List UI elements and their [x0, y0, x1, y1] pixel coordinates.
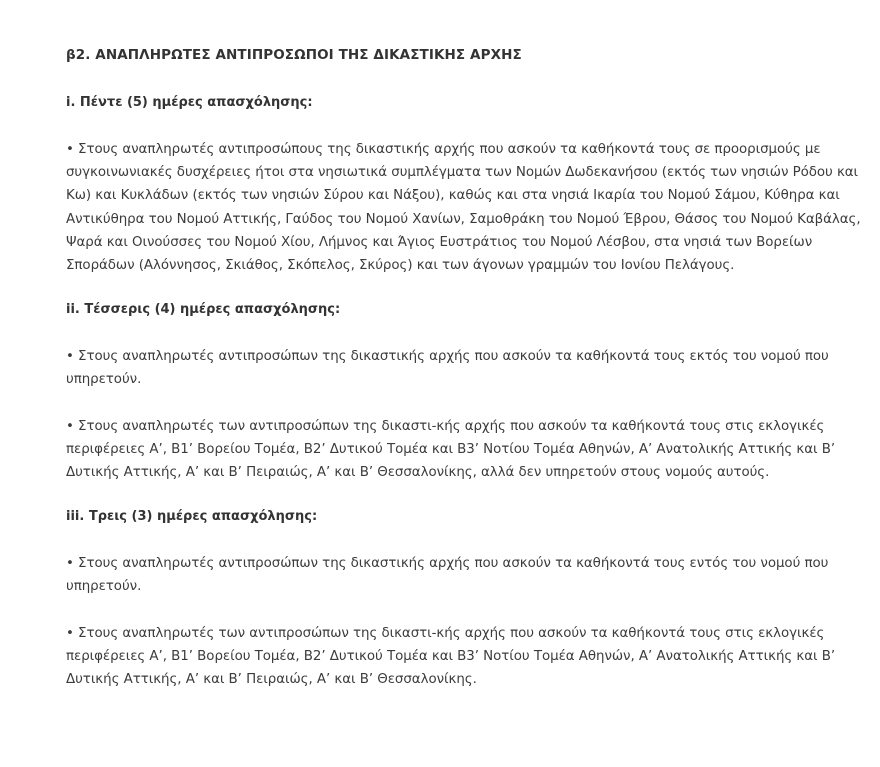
paragraph: • Στους αναπληρωτές των αντιπροσώπων της δικαστι-κής αρχής που ασκούν τα καθήκοντά τους στις εκλογικές περιφέρειες Α’, Β1’ Βορείου Τομέα, Β2’ Δυτικού Τομέα και Β3’ Νοτίου Τομέα Αθηνών, Α’ Ανατολικής Αττικής και Β’ Δυτικής Αττικής, Α’ και Β’ Πειραιώς, Α’ και Β’ Θεσσαλονίκης, αλλά δεν υπηρετούν στους νομούς αυτούς. — [66, 418, 836, 481]
paragraph: • Στους αναπληρωτές των αντιπροσώπων της δικαστι-κής αρχής που ασκούν τα καθήκοντά τους στις εκλογικές περιφέρειες Α’, Β1’ Βορείου Τομέα, Β2’ Δυτικού Τομέα και Β3’ Νοτίου Τομέα Αθηνών, Α’ Ανατολικής Αττικής και Β’ Δυτικής Αττικής, Α’ και Β’ Πειραιώς, Α’ και Β’ Θεσσαλονίκης. — [66, 625, 836, 688]
document-title: β2. ΑΝΑΠΛΗΡΩΤΕΣ ΑΝΤΙΠΡΟΣΩΠΟΙ ΤΗΣ ΔΙΚΑΣΤΙΚΗΣ ΑΡΧΗΣ — [66, 47, 522, 63]
spacer — [66, 599, 866, 622]
paragraph: • Στους αναπληρωτές αντιπροσώπων της δικαστικής αρχής που ασκούν τα καθήκοντά τους εκτός του νομού που υπηρετούν. — [66, 349, 829, 388]
spacer — [66, 528, 866, 552]
paragraph: • Στους αναπληρωτές αντιπροσώπους της δικαστικής αρχής που ασκούν τα καθήκοντά τους σε προορισμούς με συγκοινωνιακές δυσχέρειες ήτοι στα νησιωτικά συμπλέγματα των Νομών Δωδεκανήσου (εκτός των νησιών Ρόδου και Κω) και Κυκλάδων (εκτός των νησιών Σύρου και Νάξου), καθώς και στα νησιά Ικαρία του Νομού Σάμου, Κύθηρα και Αντικύθηρα του Νομού Αττικής, Γαύδος του Νομού Χανίων, Σαμοθράκη του Νομού Έβρου, Θάσος του Νομού Καβάλας, Ψαρά και Οινούσσες του Νομού Χίου, Λήμνος και Άγιος Ευστράτιος του Νομού Λέσβου, στα νησιά των Βορείων Σποράδων (Αλόννησος, Σκιάθος, Σκόπελος, Σκύρος) και των άγονων γραμμών του Ιονίου Πελάγους. — [66, 142, 861, 274]
document-body — [66, 44, 866, 691]
spacer — [66, 277, 866, 299]
section-heading-three-days: iii. Τρεις (3) ημέρες απασχόλησης: — [66, 509, 318, 525]
spacer — [66, 321, 866, 345]
spacer — [66, 484, 866, 506]
paragraph: • Στους αναπληρωτές αντιπροσώπων της δικαστικής αρχής που ασκούν τα καθήκοντά τους εντός του νομού που υπηρετούν. — [66, 556, 829, 595]
spacer — [66, 66, 866, 92]
spacer — [66, 392, 866, 415]
section-heading-five-days: i. Πέντε (5) ημέρες απασχόλησης: — [66, 95, 313, 110]
section-heading-four-days: ii. Τέσσερις (4) ημέρες απασχόλησης: — [66, 302, 341, 318]
spacer — [66, 114, 866, 138]
